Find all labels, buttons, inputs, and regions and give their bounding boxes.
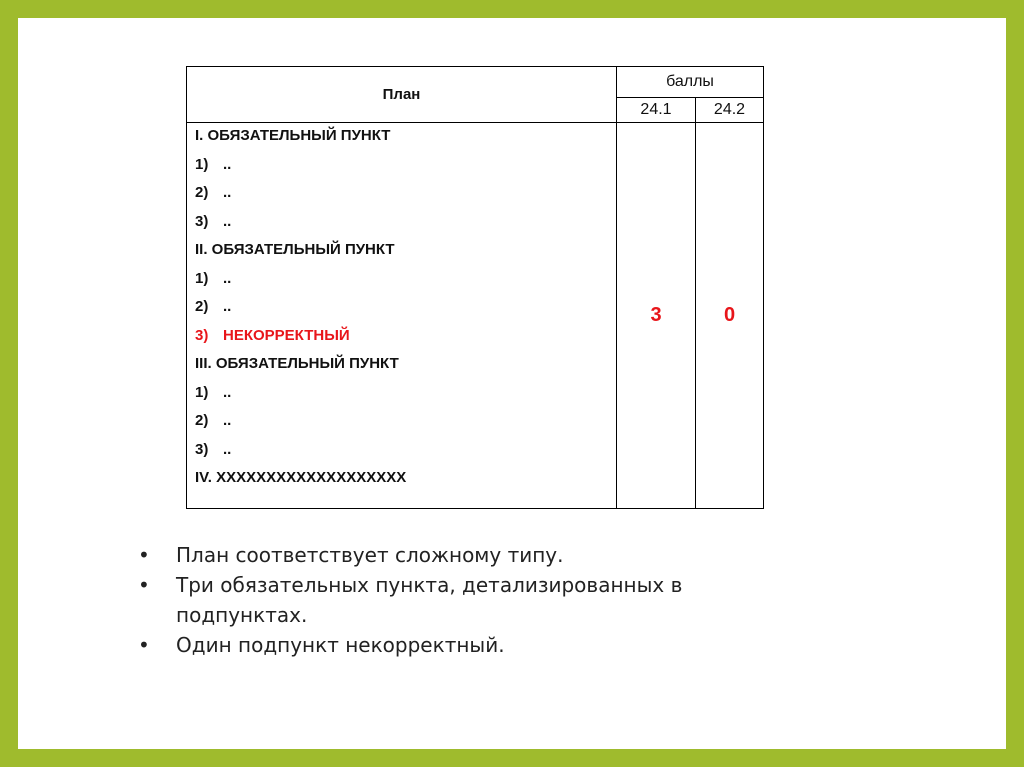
subitem-number: 3) xyxy=(195,326,209,344)
plan-lines xyxy=(195,125,616,496)
subitem-number: 2) xyxy=(195,298,209,315)
header-plan: План xyxy=(187,67,617,123)
subitem-text: .. xyxy=(223,383,232,401)
note-item xyxy=(138,540,816,570)
plan-subitem xyxy=(195,410,616,439)
subitem-text: .. xyxy=(223,298,232,315)
header-col-24-1: 24.1 xyxy=(617,98,696,123)
heading-text: I. ОБЯЗАТЕЛЬНЫЙ ПУНКТ xyxy=(195,127,391,144)
note-text: Один подпункт некорректный. xyxy=(176,633,505,657)
plan-subitem xyxy=(195,211,616,240)
heading-text: IV. ХХХХХХХХХХХХХХХХХХХ xyxy=(195,469,407,486)
plan-heading xyxy=(195,353,616,382)
note-text: Три обязательных пункта, детализированных в подпунктах. xyxy=(176,573,683,627)
heading-text: III. ОБЯЗАТЕЛЬНЫЙ ПУНКТ xyxy=(195,355,399,372)
plan-heading xyxy=(195,239,616,268)
subitem-number: 1) xyxy=(195,383,209,401)
subitem-text: .. xyxy=(223,412,232,429)
subitem-number: 2) xyxy=(195,184,209,201)
note-item xyxy=(138,570,816,630)
subitem-number: 3) xyxy=(195,212,209,230)
plan-subitem xyxy=(195,154,616,183)
notes-list xyxy=(138,540,816,660)
plan-subitem xyxy=(195,325,616,354)
note-text: План соответствует сложному типу. xyxy=(176,543,564,567)
score-24-1: 3 xyxy=(617,123,696,509)
bullet-icon: • xyxy=(138,633,150,657)
plan-heading xyxy=(195,125,616,154)
plan-subitem xyxy=(195,268,616,297)
score-24-2: 0 xyxy=(696,123,764,509)
note-item xyxy=(138,630,816,660)
plan-subitem xyxy=(195,296,616,325)
plan-subitem xyxy=(195,182,616,211)
subitem-number: 3) xyxy=(195,440,209,458)
bullet-icon: • xyxy=(138,573,150,597)
subitem-text: .. xyxy=(223,212,232,230)
subitem-number: 1) xyxy=(195,269,209,287)
subitem-number: 1) xyxy=(195,155,209,173)
slide xyxy=(18,18,1006,749)
bullet-icon: • xyxy=(138,543,150,567)
plan-subitem xyxy=(195,439,616,468)
subitem-text: .. xyxy=(223,155,232,173)
plan-table xyxy=(186,66,764,509)
subitem-text: НЕКОРРЕКТНЫЙ xyxy=(223,326,350,344)
plan-content xyxy=(187,123,617,509)
plan-subitem xyxy=(195,382,616,411)
heading-text: II. ОБЯЗАТЕЛЬНЫЙ ПУНКТ xyxy=(195,241,395,258)
header-scores: баллы xyxy=(617,67,764,98)
subitem-text: .. xyxy=(223,440,232,458)
subitem-number: 2) xyxy=(195,412,209,429)
subitem-text: .. xyxy=(223,269,232,287)
subitem-text: .. xyxy=(223,184,232,201)
header-col-24-2: 24.2 xyxy=(696,98,764,123)
plan-heading xyxy=(195,467,616,496)
